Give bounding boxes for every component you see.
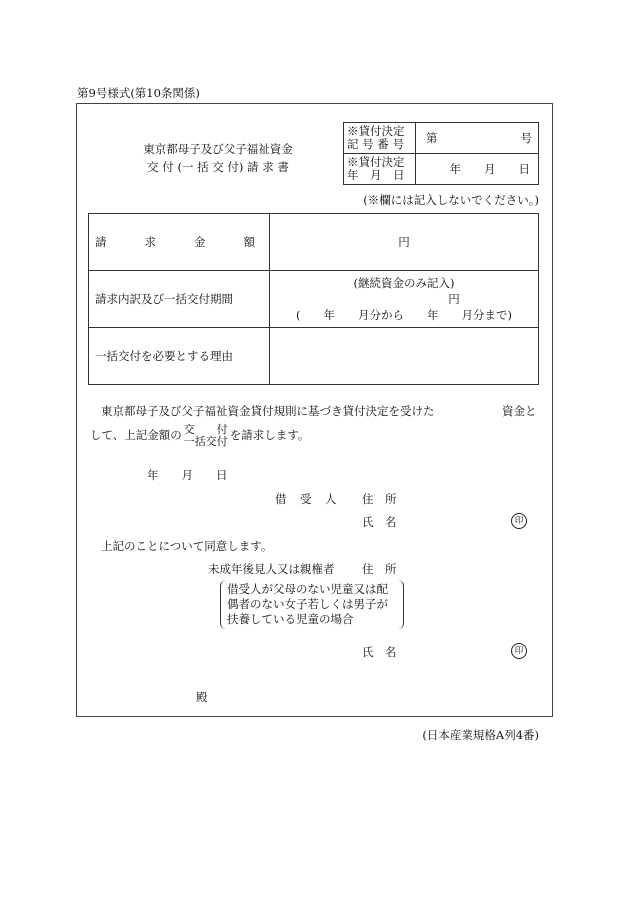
loan-date-label-a: ※貸付決定 <box>347 155 405 169</box>
guardian-address-label: 住 所 <box>362 562 397 576</box>
breakdown-note: (継続資金のみ記入) <box>353 276 455 290</box>
reason-field[interactable] <box>270 328 539 385</box>
loan-number-suffix: 号 <box>520 131 532 145</box>
addressee-suffix: 殿 <box>196 690 208 704</box>
statement-line2 <box>90 424 309 448</box>
request-amount-field[interactable] <box>270 214 539 271</box>
breakdown-label: 請求内訳及び一括交付期間 <box>89 271 270 328</box>
statement-line2-post: を請求します。 <box>229 428 310 442</box>
guardian-condition-note: 借受人が父母のない児童又は配偶者のない女子若しくは男子が扶養している児童の場合 <box>220 580 404 629</box>
form-title <box>128 140 308 176</box>
consent-text: 上記のことについて同意します。 <box>101 539 273 553</box>
breakdown-period: ( 年 月分から 年 月分まで) <box>296 308 512 322</box>
reason-label: 一括交付を必要とする理由 <box>89 328 270 385</box>
loan-number-prefix: 第 <box>426 131 438 145</box>
borrower-address-label: 住 所 <box>362 492 397 506</box>
loan-number-field[interactable] <box>416 123 539 154</box>
statement-line1: 東京都母子及び父子福祉資金貸付規則に基づき貸付決定を受けた <box>101 404 435 418</box>
loan-date-field[interactable] <box>416 154 539 185</box>
borrower-name-label: 氏 名 <box>362 515 397 529</box>
form-number: 第9号様式(第10条関係) <box>77 86 200 100</box>
borrower-seal-mark: 印 <box>511 513 527 529</box>
borrower-role: 借 受 人 <box>275 492 338 506</box>
form-title-line1: 東京都母子及び父子福祉資金 <box>143 142 293 156</box>
office-note: (※欄には記入しないでください。) <box>363 193 539 207</box>
paper-size-note: (日本産業規格A列4番) <box>422 728 539 742</box>
loan-date-label-b: 年 月 日 <box>347 168 405 182</box>
guardian-seal-mark: 印 <box>511 643 527 659</box>
request-amount-label <box>89 214 270 271</box>
date-line: 年 月 日 <box>147 468 228 482</box>
delivery-type-stack <box>184 424 228 448</box>
loan-number-label-b: 記 号 番 号 <box>347 137 404 151</box>
breakdown-field[interactable] <box>270 271 539 328</box>
delivery-type-normal: 交 付 <box>183 423 228 436</box>
loan-date-label <box>344 154 416 185</box>
statement-line1-tail: 資金と <box>502 404 537 418</box>
request-amount-unit: 円 <box>398 235 410 249</box>
form-title-line2: 交 付 (一 括 交 付) 請 求 書 <box>147 160 289 174</box>
statement-line2-pre: して、上記金額の <box>90 428 182 442</box>
breakdown-unit: 円 <box>448 292 460 306</box>
request-amount-label-char: 請 <box>95 235 107 249</box>
loan-date-value: 年 月 日 <box>449 162 530 176</box>
loan-number-label <box>344 123 416 154</box>
request-amount-label-char: 金 <box>194 235 206 249</box>
guardian-name-label: 氏 名 <box>362 645 397 659</box>
request-amount-label-char: 額 <box>243 235 255 249</box>
guardian-role: 未成年後見人又は親権者 <box>208 562 335 576</box>
request-amount-label-char: 求 <box>144 235 156 249</box>
request-table <box>88 213 539 385</box>
delivery-type-lump: 一括交付 <box>183 435 228 448</box>
office-use-table <box>343 122 539 185</box>
loan-number-label-a: ※貸付決定 <box>347 124 405 138</box>
